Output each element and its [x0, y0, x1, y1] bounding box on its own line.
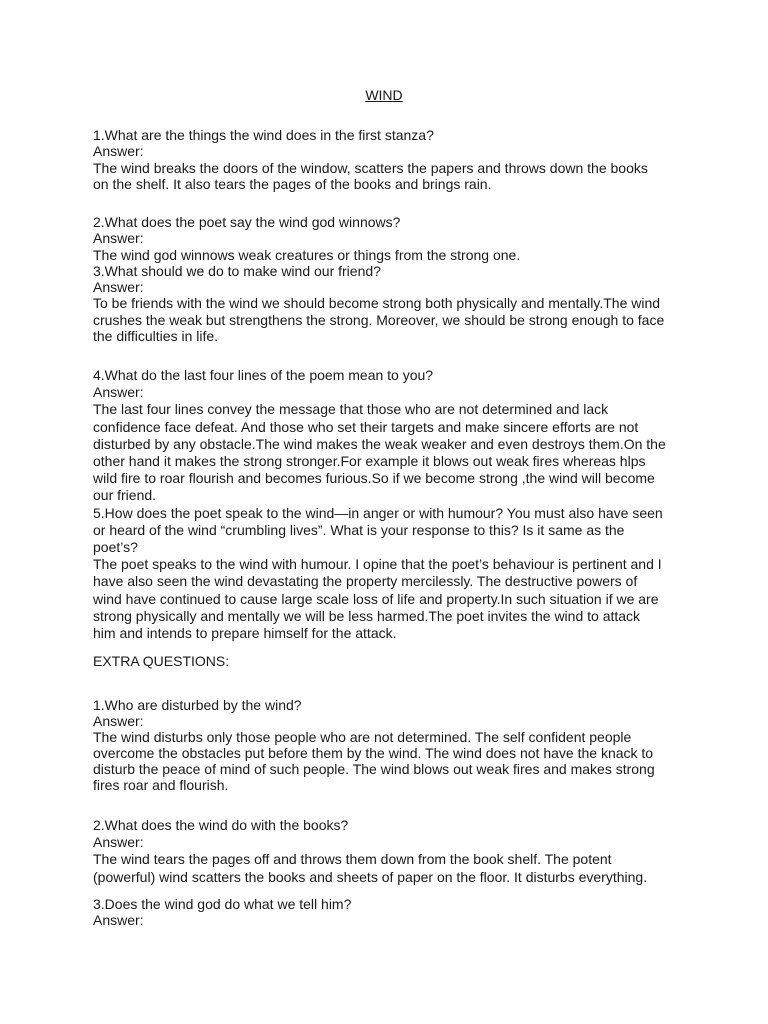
extra-questions-heading [93, 653, 678, 669]
text-line: The wind god winnows weak creatures or things from the strong one. [93, 246, 521, 263]
text-line: wind have continued to cause large scale loss of life and property.In such situation if we are [93, 590, 659, 607]
extra-qa-block-2 [93, 817, 678, 886]
text-line: (powerful) wind scatters the books and sheets of paper on the floor. It disturbs everything. [93, 868, 648, 885]
text-line: our friend. [93, 487, 157, 504]
text-line: Answer: [93, 279, 144, 296]
text-line: The wind disturbs only those people who are not determined. The self confident people [93, 729, 632, 746]
text-line: have also seen the wind devastating the property mercilessly. The destructive powers of [93, 573, 638, 590]
text-line: crushes the weak but strengthens the strong. Moreover, we should be strong enough to face [93, 311, 665, 328]
text-line: overcome the obstacles put before them by the wind. The wind does not have the knack to [93, 745, 654, 762]
text-line: disturb the peace of mind of such people. The wind blows out weak fires and makes strong [93, 761, 655, 778]
text-line: The wind tears the pages off and throws them down from the book shelf. The potent [93, 851, 612, 868]
text-line: The wind breaks the doors of the window, scatters the papers and throws down the books [93, 159, 648, 176]
text-line: the difficulties in life. [93, 328, 219, 345]
text-line: The last four lines convey the message that those who are not determined and lack [93, 401, 609, 418]
text-line: Answer: [93, 713, 144, 730]
extra-qa-block-3 [93, 896, 678, 929]
document-title: WIND [365, 87, 403, 103]
text-line: 4.What do the last four lines of the poem mean to you? [93, 367, 434, 383]
text-line: Answer: [93, 834, 144, 851]
text-line: or heard of the wind “crumbling lives”. What is your response to this? Is it same as the [93, 521, 625, 538]
text-line: Answer: [93, 912, 144, 929]
text-line: on the shelf. It also tears the pages of the books and brings rain. [93, 175, 492, 192]
text-line: Answer: [93, 384, 144, 401]
text-line: confidence face defeat. And those who set their targets and make sincere efforts are not [93, 418, 639, 435]
text-line: wild fire to roar flourish and becomes furious.So if we become strong ,the wind will become [93, 470, 655, 487]
qa-block-1 [93, 127, 678, 192]
text-line: poet’s? [93, 539, 138, 556]
text-line: 2.What does the poet say the wind god winnows? [93, 214, 401, 230]
text-line: 5.How does the poet speak to the wind—in anger or with humour? You must also have seen [93, 504, 663, 521]
text-line: other hand it makes the strong stronger.For example it blows out weak fires whereas hlps [93, 453, 646, 470]
extra-qa-block-1 [93, 697, 678, 794]
text-line: Answer: [93, 143, 144, 160]
text-line: 1.Who are disturbed by the wind? [93, 697, 302, 713]
qa-block-4-5 [93, 367, 678, 642]
text-line: EXTRA QUESTIONS: [93, 653, 230, 669]
qa-block-2-3 [93, 214, 678, 344]
text-line: strong physically and mentally we will be less harmed.The poet invites the wind to attack [93, 607, 641, 624]
text-line: 1.What are the things the wind does in the first stanza? [93, 127, 434, 143]
text-line: 3.Does the wind god do what we tell him? [93, 896, 352, 912]
text-line: 2.What does the wind do with the books? [93, 817, 349, 833]
text-line: Answer: [93, 230, 144, 247]
text-line: To be friends with the wind we should become strong both physically and mentally.The wind [93, 295, 661, 312]
text-line: fires roar and flourish. [93, 777, 229, 794]
text-line: him and intends to prepare himself for the attack. [93, 625, 397, 642]
text-line: disturbed by any obstacle.The wind makes the weak weaker and even destroys them.On the [93, 435, 666, 452]
text-line: The poet speaks to the wind with humour. I opine that the poet’s behaviour is pertinent and I [93, 556, 662, 573]
text-line: 3.What should we do to make wind our friend? [93, 262, 381, 279]
